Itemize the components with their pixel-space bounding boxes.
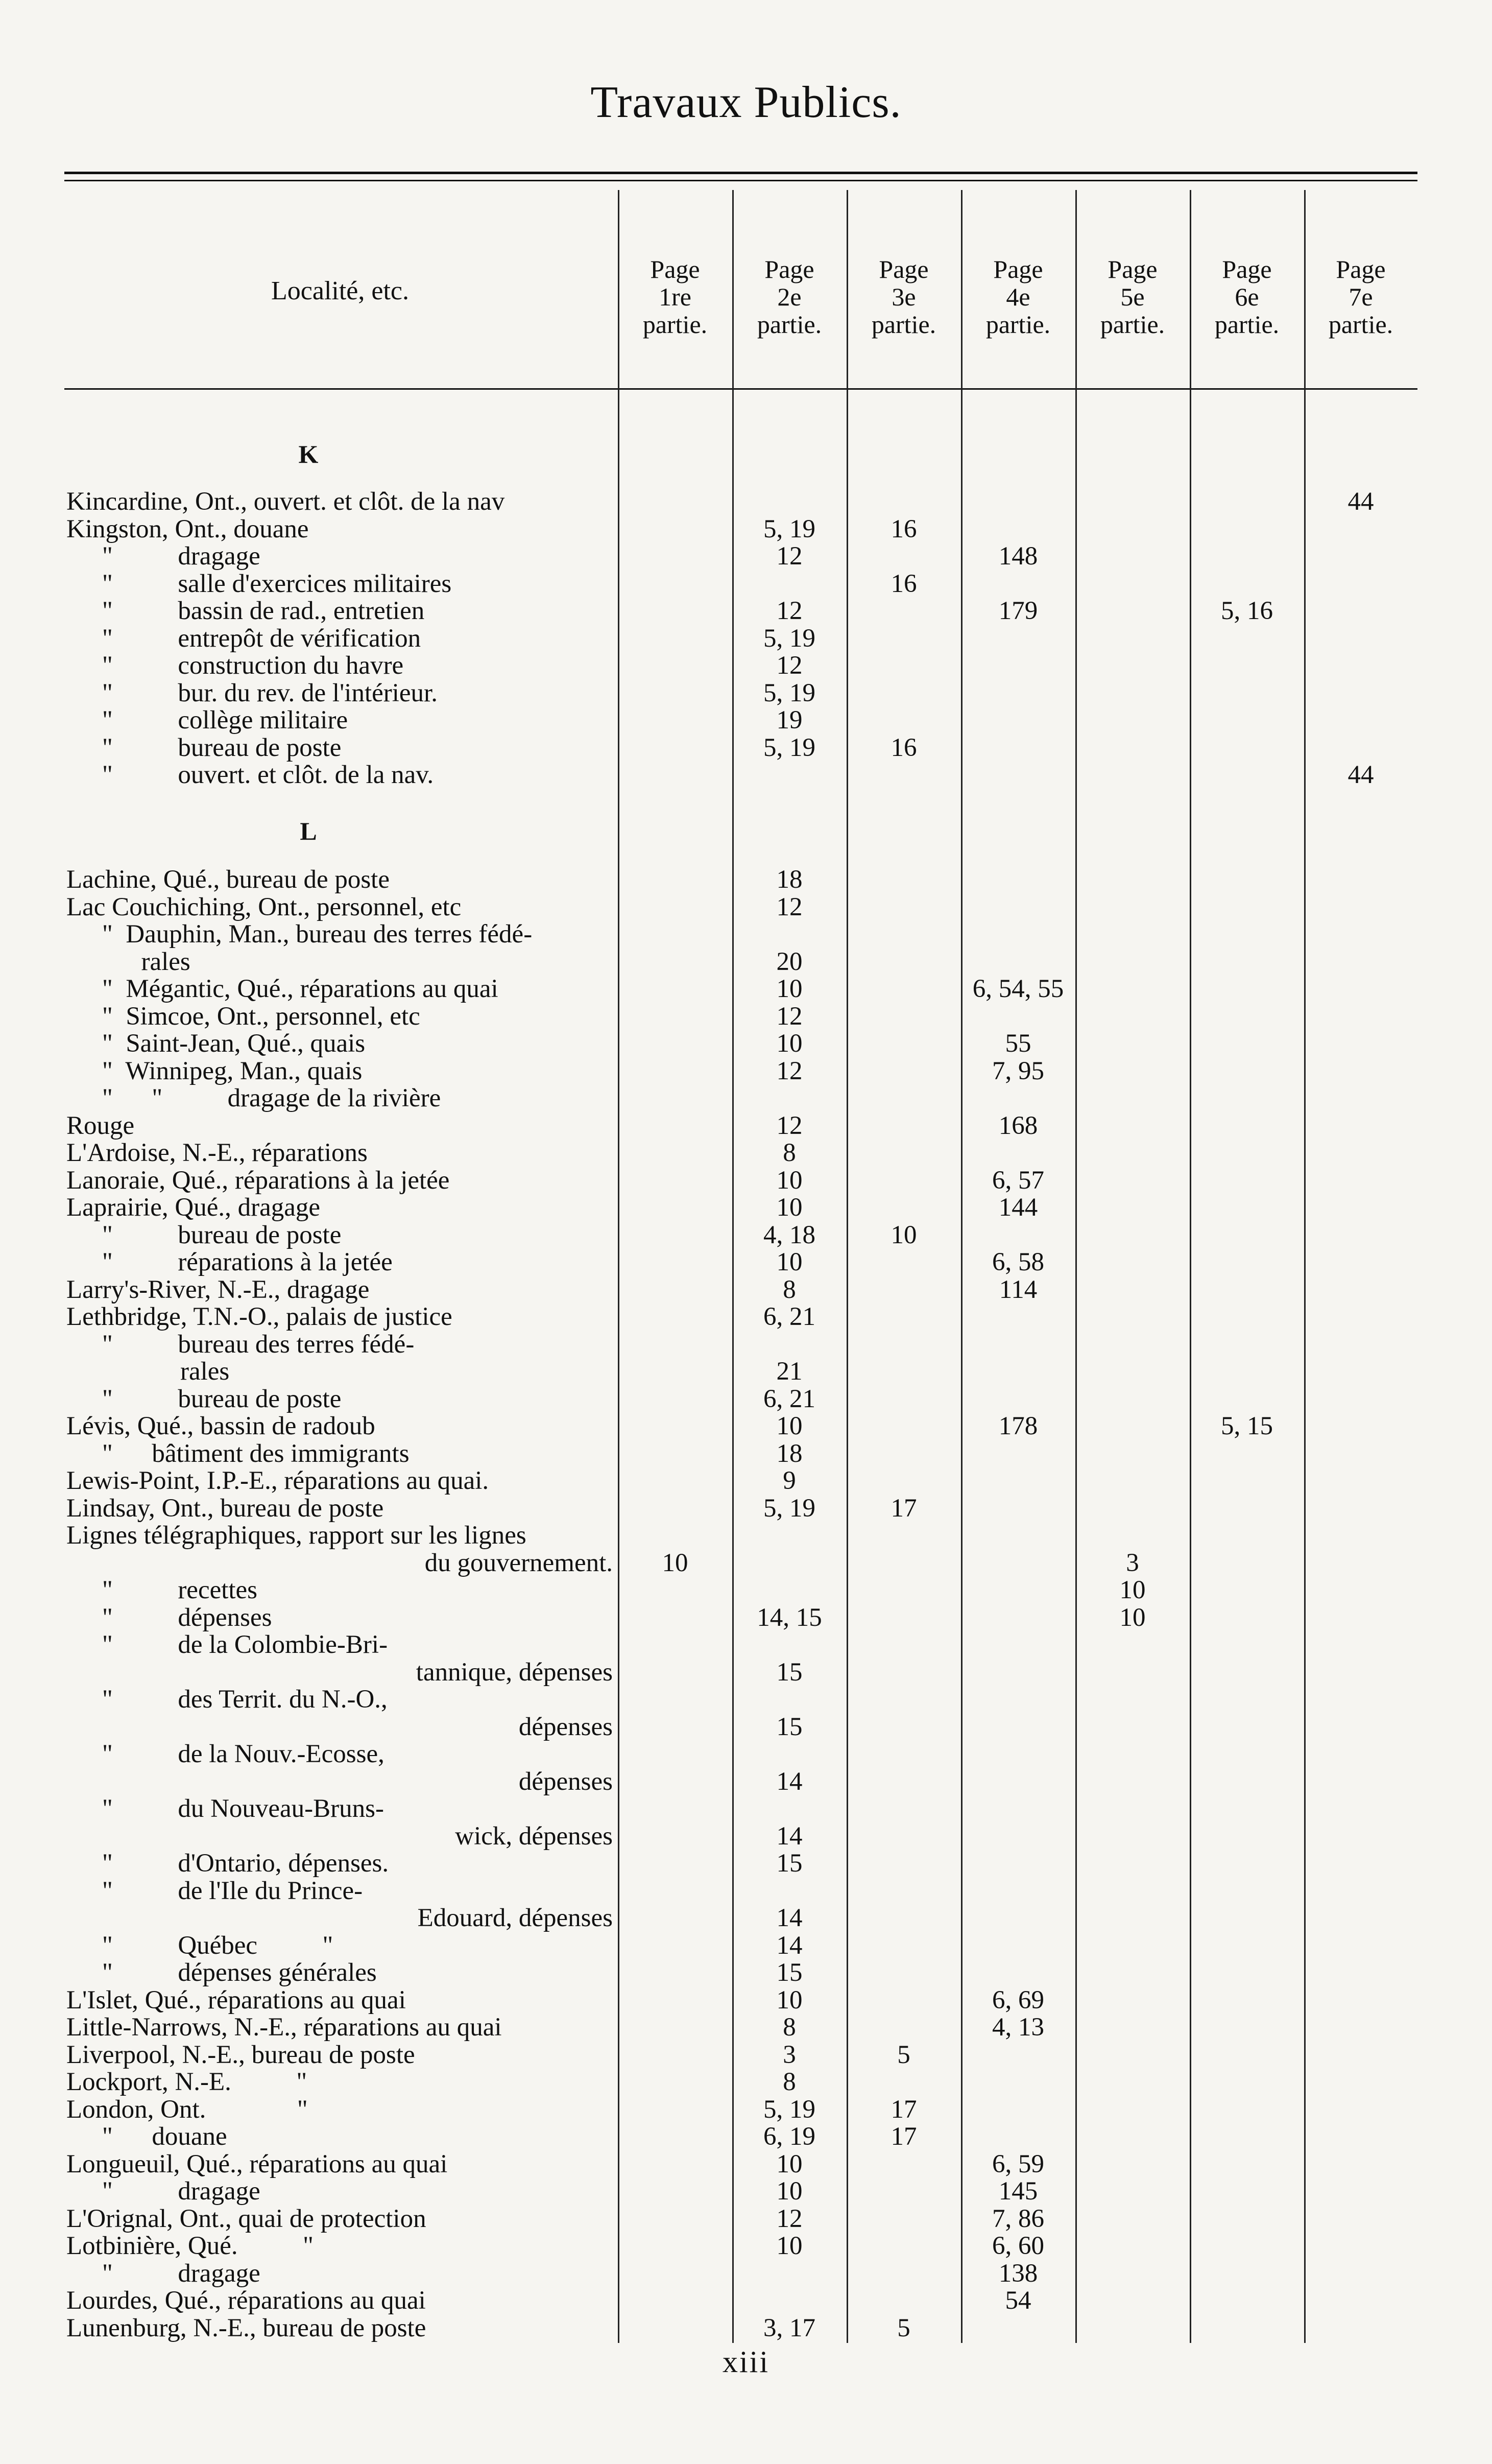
locality-label: " bureau de poste bbox=[102, 1220, 342, 1249]
page-ref-cell: 10 bbox=[891, 1220, 917, 1249]
part-header-line: Page bbox=[993, 255, 1043, 283]
page-ref-cell: 5, 19 bbox=[763, 733, 815, 762]
locality-label: rales bbox=[102, 947, 190, 976]
locality-label: " dragage bbox=[102, 2259, 260, 2288]
page-ref-cell: 15 bbox=[776, 1712, 803, 1741]
locality-label: Lewis-Point, I.P.-E., réparations au quai. bbox=[66, 1466, 489, 1495]
page-ref-cell: 12 bbox=[776, 2204, 803, 2233]
locality-label: dépenses bbox=[518, 1712, 613, 1741]
part-header-line: partie. bbox=[1214, 310, 1280, 339]
locality-label: Lotbinière, Qué. " bbox=[66, 2232, 314, 2260]
table-row bbox=[0, 2314, 1492, 2342]
page-ref-cell: 12 bbox=[776, 542, 803, 571]
top-rule bbox=[64, 172, 1417, 174]
table-row bbox=[0, 1221, 1492, 1249]
table-row bbox=[0, 1331, 1492, 1358]
part-header-line: 7e bbox=[1349, 282, 1373, 311]
locality-label: " dragage bbox=[102, 542, 260, 571]
page-ref-cell: 10 bbox=[776, 1248, 803, 1276]
page-ref-cell: 14 bbox=[776, 1931, 803, 1960]
table-row bbox=[0, 1057, 1492, 1085]
page-ref-cell: 15 bbox=[776, 1958, 803, 1987]
locality-label: rales bbox=[102, 1357, 230, 1386]
locality-label: London, Ont. " bbox=[66, 2095, 308, 2124]
locality-label: Lac Couchiching, Ont., personnel, etc bbox=[66, 892, 462, 921]
page-ref-cell: 10 bbox=[776, 2232, 803, 2260]
table-row bbox=[0, 1084, 1492, 1112]
page-ref-cell: 14 bbox=[776, 1767, 803, 1796]
top-rule-thin bbox=[64, 180, 1417, 181]
page-ref-cell: 12 bbox=[776, 1111, 803, 1140]
page-ref-cell: 10 bbox=[776, 1193, 803, 1222]
header-rule bbox=[64, 388, 1417, 390]
page-ref-cell: 10 bbox=[1119, 1576, 1146, 1604]
part-header bbox=[848, 255, 960, 338]
table-row bbox=[0, 1686, 1492, 1713]
table-row bbox=[0, 2123, 1492, 2150]
page-ref-cell: 14 bbox=[776, 1904, 803, 1932]
part-header-line: 6e bbox=[1235, 282, 1259, 311]
locality-label: Laprairie, Qué., dragage bbox=[66, 1193, 320, 1222]
table-row bbox=[0, 1003, 1492, 1030]
table-row bbox=[0, 1959, 1492, 1986]
locality-label: wick, dépenses bbox=[455, 1821, 613, 1851]
table-row bbox=[0, 920, 1492, 948]
page-ref-cell: 6, 59 bbox=[992, 2149, 1044, 2178]
table-row bbox=[0, 1358, 1492, 1385]
table-row bbox=[0, 488, 1492, 515]
table-row bbox=[0, 1877, 1492, 1905]
table-row bbox=[0, 2177, 1492, 2205]
table-row bbox=[0, 1740, 1492, 1768]
page-ref-cell: 6, 58 bbox=[992, 1248, 1044, 1276]
locality-label: Kincardine, Ont., ouvert. et clôt. de la nav bbox=[66, 487, 505, 516]
part-header-line: partie. bbox=[985, 310, 1051, 339]
locality-label: " bâtiment des immigrants bbox=[102, 1439, 410, 1468]
table-row bbox=[0, 1850, 1492, 1877]
page-ref-cell: 17 bbox=[891, 1494, 917, 1523]
page-ref-cell: 138 bbox=[998, 2259, 1038, 2288]
part-header-line: 2e bbox=[777, 282, 802, 311]
table-row bbox=[0, 1904, 1492, 1932]
table-row bbox=[0, 1932, 1492, 1959]
locality-label: " bureau de poste bbox=[102, 733, 342, 762]
locality-label: " bureau des terres fédé- bbox=[102, 1330, 415, 1359]
locality-label: Edouard, dépenses bbox=[417, 1904, 613, 1932]
page-ref-cell: 20 bbox=[776, 947, 803, 976]
page-ref-cell: 6, 60 bbox=[992, 2232, 1044, 2260]
part-header-line: 5e bbox=[1120, 282, 1145, 311]
table-row bbox=[0, 2287, 1492, 2314]
locality-label: " Winnipeg, Man., quais bbox=[102, 1056, 363, 1085]
part-header bbox=[733, 255, 846, 338]
locality-label: Lunenburg, N.-E., bureau de poste bbox=[66, 2313, 426, 2342]
part-header-line: 1re bbox=[659, 282, 691, 311]
page-ref-cell: 15 bbox=[776, 1849, 803, 1878]
table-row bbox=[0, 1576, 1492, 1604]
page-ref-cell: 5 bbox=[897, 2313, 910, 2342]
part-header-line: Page bbox=[879, 255, 929, 283]
page-ref-cell: 8 bbox=[783, 2013, 796, 2042]
locality-label: " réparations à la jetée bbox=[102, 1248, 393, 1276]
locality-label: Little-Narrows, N.-E., réparations au quai bbox=[66, 2013, 502, 2042]
locality-label: " dépenses bbox=[102, 1603, 272, 1632]
locality-label: " bur. du rev. de l'intérieur. bbox=[102, 678, 438, 707]
part-header-line: Page bbox=[764, 255, 814, 283]
part-header-line: Page bbox=[1222, 255, 1272, 283]
table-row bbox=[0, 893, 1492, 921]
page-ref-cell: 6, 21 bbox=[763, 1302, 815, 1331]
locality-label: Lachine, Qué., bureau de poste bbox=[66, 865, 390, 894]
page-ref-cell: 10 bbox=[776, 1029, 803, 1058]
page-ref-cell: 16 bbox=[891, 733, 917, 762]
page-ref-cell: 5, 16 bbox=[1221, 597, 1273, 625]
page-ref-cell: 18 bbox=[776, 1439, 803, 1468]
part-header-line: Page bbox=[650, 255, 700, 283]
locality-label: " dragage bbox=[102, 2177, 260, 2206]
table-row bbox=[0, 625, 1492, 652]
section-letter: K bbox=[298, 440, 320, 468]
page-ref-cell: 17 bbox=[891, 2095, 917, 2124]
part-header-line: partie. bbox=[757, 310, 822, 339]
locality-label: " ouvert. et clôt. de la nav. bbox=[102, 761, 434, 789]
locality-label: Lévis, Qué., bassin de radoub bbox=[66, 1412, 375, 1440]
table-row bbox=[0, 2041, 1492, 2069]
table-row bbox=[0, 2232, 1492, 2260]
locality-label: tannique, dépenses bbox=[416, 1657, 613, 1687]
table-row bbox=[0, 1795, 1492, 1822]
page-ref-cell: 10 bbox=[776, 1985, 803, 2015]
locality-label: " collège militaire bbox=[102, 706, 348, 735]
table-row bbox=[0, 2013, 1492, 2041]
page-ref-cell: 15 bbox=[776, 1657, 803, 1687]
page-ref-cell: 19 bbox=[776, 706, 803, 735]
table-row bbox=[0, 2205, 1492, 2233]
page-ref-cell: 6, 19 bbox=[763, 2122, 815, 2151]
locality-label: Lethbridge, T.N.-O., palais de justice bbox=[66, 1302, 452, 1331]
page-ref-cell: 148 bbox=[998, 542, 1038, 571]
page-ref-cell: 8 bbox=[783, 1139, 796, 1167]
page-ref-cell: 145 bbox=[998, 2177, 1038, 2206]
locality-label: " dépenses générales bbox=[102, 1958, 377, 1987]
page-ref-cell: 5, 15 bbox=[1221, 1412, 1273, 1440]
locality-label: " recettes bbox=[102, 1576, 258, 1604]
part-header-line: partie. bbox=[1100, 310, 1165, 339]
table-row bbox=[0, 2068, 1492, 2096]
page-ref-cell: 44 bbox=[1347, 761, 1374, 789]
page-ref-cell: 5, 19 bbox=[763, 2095, 815, 2124]
part-header bbox=[1305, 255, 1417, 338]
page-ref-cell: 12 bbox=[776, 892, 803, 921]
page-ref-cell: 5, 19 bbox=[763, 678, 815, 707]
part-header-line: 3e bbox=[892, 282, 916, 311]
locality-label: L'Islet, Qué., réparations au quai bbox=[66, 1985, 406, 2015]
page-ref-cell: 10 bbox=[776, 975, 803, 1003]
part-header-line: Page bbox=[1336, 255, 1386, 283]
locality-label: Kingston, Ont., douane bbox=[66, 514, 309, 543]
table-row bbox=[0, 570, 1492, 598]
locality-label: " de la Nouv.-Ecosse, bbox=[102, 1740, 384, 1768]
table-row bbox=[0, 1194, 1492, 1221]
page-ref-cell: 21 bbox=[776, 1357, 803, 1386]
page-ref-cell: 5, 19 bbox=[763, 624, 815, 653]
page-ref-cell: 8 bbox=[783, 1275, 796, 1304]
table-row bbox=[0, 1467, 1492, 1495]
page-ref-cell: 3, 17 bbox=[763, 2313, 815, 2342]
table-row bbox=[0, 1659, 1492, 1686]
table-row bbox=[0, 1549, 1492, 1577]
locality-label: " entrepôt de vérification bbox=[102, 624, 421, 653]
locality-label: " bureau de poste bbox=[102, 1384, 342, 1413]
locality-label: L'Orignal, Ont., quai de protection bbox=[66, 2204, 426, 2233]
page-ref-cell: 10 bbox=[662, 1548, 688, 1577]
locality-label: Lourdes, Qué., réparations au quai bbox=[66, 2286, 426, 2315]
part-header bbox=[1076, 255, 1189, 338]
page-ref-cell: 10 bbox=[776, 1166, 803, 1195]
table-row bbox=[0, 1822, 1492, 1850]
locality-label: Larry's-River, N.-E., dragage bbox=[66, 1275, 370, 1304]
locality-label: Liverpool, N.-E., bureau de poste bbox=[66, 2040, 415, 2069]
page-ref-cell: 8 bbox=[783, 2068, 796, 2096]
table-row bbox=[0, 1112, 1492, 1140]
part-header-line: 4e bbox=[1006, 282, 1030, 311]
locality-label: du gouvernement. bbox=[424, 1548, 613, 1577]
table-row bbox=[0, 706, 1492, 734]
locality-label: " Saint-Jean, Qué., quais bbox=[102, 1029, 366, 1058]
table-row bbox=[0, 1030, 1492, 1057]
table-row bbox=[0, 1495, 1492, 1522]
locality-label: " douane bbox=[102, 2122, 227, 2151]
page-ref-cell: 54 bbox=[1005, 2286, 1031, 2315]
section-letter: L bbox=[300, 817, 318, 845]
page-ref-cell: 168 bbox=[998, 1111, 1038, 1140]
table-row bbox=[0, 1167, 1492, 1194]
table-row bbox=[0, 1768, 1492, 1795]
locality-label: " Simcoe, Ont., personnel, etc bbox=[102, 1002, 420, 1031]
page-ref-cell: 6, 69 bbox=[992, 1985, 1044, 2015]
table-row bbox=[0, 1385, 1492, 1413]
locality-label: " Dauphin, Man., bureau des terres fédé- bbox=[102, 920, 533, 949]
locality-label: Lanoraie, Qué., réparations à la jetée bbox=[66, 1166, 450, 1195]
page-ref-cell: 5 bbox=[897, 2040, 910, 2069]
locality-label: " des Territ. du N.-O., bbox=[102, 1685, 388, 1714]
page-ref-cell: 4, 18 bbox=[763, 1220, 815, 1249]
locality-label: Rouge bbox=[66, 1111, 135, 1140]
page-ref-cell: 7, 95 bbox=[992, 1056, 1044, 1085]
page-ref-cell: 144 bbox=[998, 1193, 1038, 1222]
page-ref-cell: 6, 21 bbox=[763, 1384, 815, 1413]
locality-label: " d'Ontario, dépenses. bbox=[102, 1849, 389, 1878]
page-ref-cell: 6, 54, 55 bbox=[972, 975, 1064, 1003]
part-header bbox=[1191, 255, 1303, 338]
page-ref-cell: 9 bbox=[783, 1466, 796, 1495]
locality-label: " Mégantic, Qué., réparations au quai bbox=[102, 975, 498, 1003]
page-ref-cell: 12 bbox=[776, 651, 803, 680]
table-row bbox=[0, 1139, 1492, 1167]
locality-label: L'Ardoise, N.-E., réparations bbox=[66, 1139, 368, 1167]
locality-label: Lockport, N.-E. " bbox=[66, 2068, 307, 2096]
table-row bbox=[0, 948, 1492, 976]
locality-label: " bassin de rad., entretien bbox=[102, 597, 425, 625]
part-header bbox=[619, 255, 731, 338]
page-ref-cell: 4, 13 bbox=[992, 2013, 1044, 2042]
table-row bbox=[0, 515, 1492, 543]
page-ref-cell: 18 bbox=[776, 865, 803, 894]
page-ref-cell: 55 bbox=[1005, 1029, 1031, 1058]
page-number: xiii bbox=[722, 2345, 769, 2379]
table-row bbox=[0, 2260, 1492, 2287]
locality-label: Lignes télégraphiques, rapport sur les lignes bbox=[66, 1521, 526, 1550]
locality-label: " de l'Ile du Prince- bbox=[102, 1876, 363, 1905]
page-ref-cell: 5, 19 bbox=[763, 514, 815, 543]
part-header-line: partie. bbox=[1328, 310, 1393, 339]
part-header-line: Page bbox=[1108, 255, 1158, 283]
page-title: Travaux Publics. bbox=[590, 78, 902, 127]
page-ref-cell: 12 bbox=[776, 1056, 803, 1085]
page-ref-cell: 10 bbox=[776, 2177, 803, 2206]
page-ref-cell: 7, 86 bbox=[992, 2204, 1044, 2233]
table-row bbox=[0, 597, 1492, 625]
table-row bbox=[0, 1248, 1492, 1276]
page-ref-cell: 10 bbox=[1119, 1603, 1146, 1632]
table-row bbox=[0, 1604, 1492, 1631]
page-ref-cell: 5, 19 bbox=[763, 1494, 815, 1523]
table-row bbox=[0, 542, 1492, 570]
page-ref-cell: 17 bbox=[891, 2122, 917, 2151]
page-ref-cell: 6, 57 bbox=[992, 1166, 1044, 1195]
locality-label: dépenses bbox=[518, 1767, 613, 1796]
table-row bbox=[0, 2096, 1492, 2123]
page-ref-cell: 12 bbox=[776, 1002, 803, 1031]
locality-label: " du Nouveau-Bruns- bbox=[102, 1794, 384, 1823]
part-header-line: partie. bbox=[871, 310, 936, 339]
part-header bbox=[962, 255, 1074, 338]
page-ref-cell: 179 bbox=[998, 597, 1038, 625]
locality-label: " Québec " bbox=[102, 1931, 333, 1960]
page-ref-cell: 178 bbox=[998, 1412, 1038, 1440]
table-row bbox=[0, 1412, 1492, 1440]
locality-label: Longueuil, Qué., réparations au quai bbox=[66, 2149, 448, 2178]
locality-label: Lindsay, Ont., bureau de poste bbox=[66, 1494, 384, 1523]
table-row bbox=[0, 1713, 1492, 1741]
table-row bbox=[0, 1631, 1492, 1659]
page-ref-cell: 114 bbox=[999, 1275, 1038, 1304]
header-localite: Localité, etc. bbox=[271, 276, 409, 305]
locality-label: " construction du havre bbox=[102, 651, 404, 680]
table-row bbox=[0, 1303, 1492, 1331]
page-ref-cell: 10 bbox=[776, 2149, 803, 2178]
table-row bbox=[0, 1522, 1492, 1549]
part-header-line: partie. bbox=[642, 310, 708, 339]
table-row bbox=[0, 866, 1492, 893]
page-ref-cell: 10 bbox=[776, 1412, 803, 1440]
locality-label: " " dragage de la rivière bbox=[102, 1084, 441, 1112]
page-ref-cell: 14 bbox=[776, 1821, 803, 1851]
table-row bbox=[0, 652, 1492, 679]
page-ref-cell: 16 bbox=[891, 569, 917, 598]
page-ref-cell: 16 bbox=[891, 514, 917, 543]
page-ref-cell: 44 bbox=[1347, 487, 1374, 516]
table-row bbox=[0, 1440, 1492, 1467]
table-row bbox=[0, 734, 1492, 762]
page-ref-cell: 12 bbox=[776, 597, 803, 625]
table-row bbox=[0, 761, 1492, 789]
table-row bbox=[0, 1986, 1492, 2014]
table-row bbox=[0, 975, 1492, 1003]
page-ref-cell: 3 bbox=[1126, 1548, 1139, 1577]
table-row bbox=[0, 1276, 1492, 1304]
page-ref-cell: 14, 15 bbox=[757, 1603, 822, 1632]
table-row bbox=[0, 679, 1492, 707]
locality-label: " salle d'exercices militaires bbox=[102, 569, 452, 598]
locality-label: " de la Colombie-Bri- bbox=[102, 1630, 388, 1659]
page-ref-cell: 3 bbox=[783, 2040, 796, 2069]
table-row bbox=[0, 2150, 1492, 2178]
